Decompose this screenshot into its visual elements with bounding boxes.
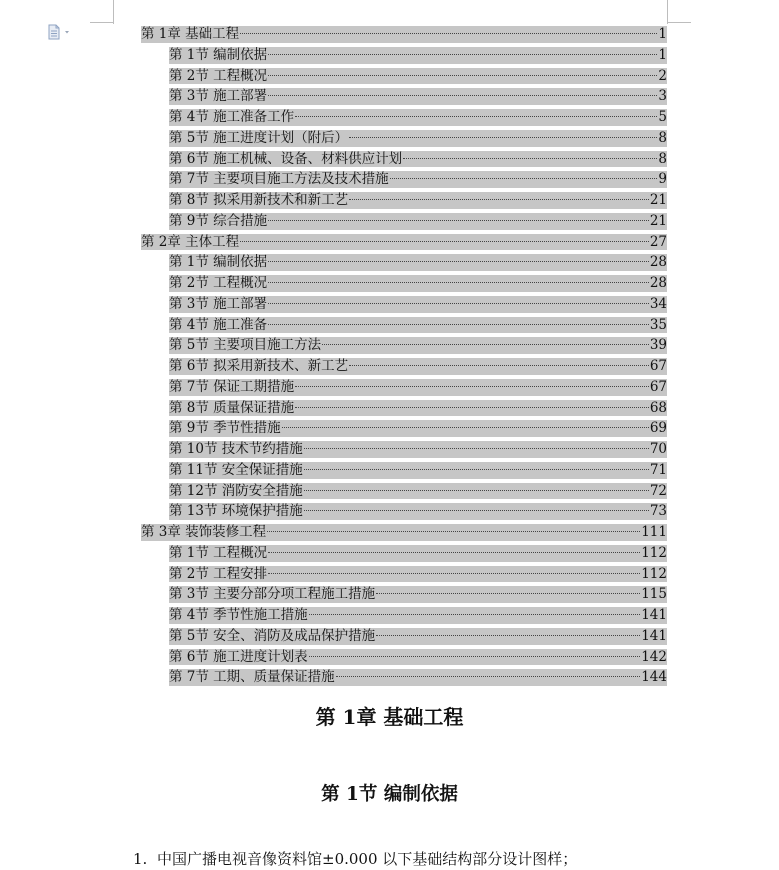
toc-section-entry[interactable] (141, 460, 667, 481)
toc-entry-title: 第 9节 季节性措施 (169, 420, 281, 437)
document-options-button[interactable] (47, 24, 73, 40)
toc-dot-leader (376, 593, 640, 594)
table-of-contents (141, 24, 667, 688)
toc-page-number: 28 (649, 275, 667, 291)
toc-dot-leader (309, 614, 641, 615)
toc-entry-title: 第 1章 基础工程 (141, 26, 240, 42)
toc-entry-content (169, 86, 667, 107)
toc-dot-leader (240, 241, 649, 242)
toc-entry-title: 第 4节 季节性施工措施 (169, 607, 308, 623)
toc-dot-leader (309, 656, 641, 657)
toc-entry-content (169, 149, 667, 170)
toc-page-number: 5 (658, 109, 667, 125)
toc-entry-title: 第 2节 工程概况 (169, 67, 268, 84)
toc-dot-leader (349, 199, 649, 200)
toc-entry-content (169, 377, 667, 398)
toc-chapter-entry[interactable] (141, 24, 667, 45)
toc-entry-content (169, 481, 667, 502)
toc-dot-leader (304, 490, 649, 491)
toc-entry-content (169, 647, 667, 668)
toc-section-entry[interactable] (141, 584, 667, 605)
toc-entry-content (169, 169, 667, 190)
toc-dot-leader (268, 95, 657, 96)
toc-page-number: 67 (649, 358, 667, 374)
toc-entry-content (169, 418, 667, 439)
toc-page-number: 1 (658, 26, 667, 42)
toc-section-entry[interactable] (141, 377, 667, 398)
toc-section-entry[interactable] (141, 647, 667, 668)
toc-entry-content (169, 398, 667, 419)
toc-section-entry[interactable] (141, 294, 667, 315)
toc-page-number: 70 (649, 441, 667, 457)
toc-entry-content (169, 211, 667, 232)
toc-chapter-entry[interactable] (141, 232, 667, 253)
toc-entry-content (169, 460, 667, 481)
toc-entry-title: 第 13节 环境保护措施 (169, 503, 303, 520)
toc-entry-content (169, 501, 667, 522)
toc-entry-content (169, 356, 667, 377)
page-corner-mark (90, 22, 114, 23)
toc-entry-content (169, 584, 667, 605)
toc-entry-title: 第 5节 主要项目施工方法 (169, 337, 322, 354)
toc-page-number: 141 (641, 607, 667, 623)
toc-page-number: 71 (649, 461, 667, 478)
toc-page-number: 69 (649, 420, 667, 437)
toc-dot-leader (268, 303, 649, 304)
toc-page-number: 8 (658, 129, 667, 146)
toc-dot-leader (304, 469, 649, 470)
toc-section-entry[interactable] (141, 398, 667, 419)
toc-dot-leader (295, 116, 657, 117)
toc-entry-title: 第 10节 技术节约措施 (169, 441, 303, 457)
toc-dot-leader (322, 344, 649, 345)
toc-section-entry[interactable] (141, 501, 667, 522)
toc-entry-content (169, 439, 667, 460)
toc-entry-title: 第 6节 施工进度计划表 (169, 648, 308, 665)
document-icon (47, 24, 73, 40)
toc-dot-leader (376, 635, 640, 636)
toc-entry-title: 第 7节 工期、质量保证措施 (169, 669, 335, 686)
toc-entry-content (169, 252, 667, 273)
toc-dot-leader (268, 220, 649, 221)
toc-page-number: 2 (658, 67, 667, 84)
chevron-down-icon (65, 31, 69, 34)
toc-page-number: 68 (649, 399, 667, 416)
toc-dot-leader (268, 552, 640, 553)
toc-dot-leader (403, 158, 657, 159)
toc-entry-title: 第 11节 安全保证措施 (169, 461, 303, 478)
toc-entry-content (169, 564, 667, 585)
toc-section-entry[interactable] (141, 86, 667, 107)
toc-dot-leader (267, 531, 640, 532)
toc-entry-title: 第 8节 质量保证措施 (169, 399, 295, 416)
toc-section-entry[interactable] (141, 128, 667, 149)
toc-entry-title: 第 7节 主要项目施工方法及技术措施 (169, 171, 389, 188)
toc-page-number: 112 (641, 565, 667, 582)
toc-entry-title: 第 4节 施工准备 (169, 316, 268, 333)
toc-page-number: 112 (641, 544, 667, 561)
toc-section-entry[interactable] (141, 190, 667, 211)
toc-page-number: 34 (649, 295, 667, 312)
toc-entry-title: 第 3节 主要分部分项工程施工措施 (169, 586, 376, 603)
toc-entry-title: 第 2节 工程概况 (169, 275, 268, 291)
toc-section-entry[interactable] (141, 107, 667, 128)
toc-section-entry[interactable] (141, 273, 667, 294)
toc-entry-title: 第 3节 施工部署 (169, 88, 268, 105)
toc-entry-title: 第 9节 综合措施 (169, 212, 268, 229)
toc-dot-leader (336, 676, 641, 677)
toc-entry-title: 第 7节 保证工期措施 (169, 378, 295, 395)
toc-section-entry[interactable] (141, 543, 667, 564)
toc-section-entry[interactable] (141, 439, 667, 460)
toc-section-entry[interactable] (141, 45, 667, 66)
toc-dot-leader (240, 33, 657, 34)
toc-dot-leader (268, 54, 657, 55)
toc-entry-content (169, 605, 667, 626)
page-corner-mark (667, 0, 668, 24)
toc-entry-title: 第 3节 施工部署 (169, 295, 268, 312)
toc-section-entry[interactable] (141, 149, 667, 170)
toc-page-number: 142 (641, 648, 667, 665)
toc-entry-content (169, 66, 667, 87)
toc-dot-leader (268, 573, 640, 574)
toc-dot-leader (295, 407, 649, 408)
toc-section-entry[interactable] (141, 169, 667, 190)
toc-entry-content (169, 273, 667, 294)
toc-entry-content (169, 315, 667, 336)
toc-entry-title: 第 2节 工程安排 (169, 565, 268, 582)
toc-page-number: 35 (649, 316, 667, 333)
toc-entry-title: 第 3章 装饰装修工程 (141, 524, 267, 540)
toc-section-entry[interactable] (141, 356, 667, 377)
toc-page-number: 27 (649, 233, 667, 250)
toc-entry-title: 第 2章 主体工程 (141, 233, 240, 250)
toc-dot-leader (304, 510, 649, 511)
toc-entry-content (169, 543, 667, 564)
toc-entry-content (169, 45, 667, 66)
toc-chapter-entry[interactable] (141, 522, 667, 543)
toc-page-number: 21 (649, 192, 667, 208)
toc-page-number: 73 (649, 503, 667, 520)
toc-dot-leader (349, 365, 649, 366)
toc-page-number: 8 (658, 150, 667, 167)
toc-entry-title: 第 6节 拟采用新技术、新工艺 (169, 358, 349, 374)
toc-page-number: 72 (649, 482, 667, 499)
toc-entry-content (169, 335, 667, 356)
toc-entry-content (141, 522, 667, 543)
toc-entry-title: 第 8节 拟采用新技术和新工艺 (169, 192, 349, 208)
list-item (133, 848, 577, 870)
toc-page-number: 115 (641, 586, 667, 603)
toc-entry-content (169, 128, 667, 149)
toc-page-number: 1 (658, 46, 667, 63)
toc-section-entry[interactable] (141, 667, 667, 688)
toc-dot-leader (304, 448, 649, 449)
toc-entry-title: 第 1节 编制依据 (169, 46, 268, 63)
toc-page-number: 144 (641, 669, 667, 686)
toc-page-number: 141 (641, 627, 667, 644)
toc-entry-title: 第 1节 编制依据 (169, 254, 268, 271)
section-heading: 第 1节 编制依据 (321, 784, 458, 805)
toc-section-entry[interactable] (141, 211, 667, 232)
page-corner-mark (113, 0, 114, 24)
toc-page-number: 28 (649, 254, 667, 271)
toc-dot-leader (295, 386, 649, 387)
toc-page-number: 3 (658, 88, 667, 105)
toc-section-entry[interactable] (141, 418, 667, 439)
page-corner-mark (667, 22, 691, 23)
toc-entry-content (141, 232, 667, 253)
toc-section-entry[interactable] (141, 605, 667, 626)
toc-entry-title: 第 5节 施工进度计划（附后） (169, 129, 349, 146)
toc-dot-leader (268, 261, 649, 262)
toc-entry-content (169, 294, 667, 315)
toc-section-entry[interactable] (141, 252, 667, 273)
toc-section-entry[interactable] (141, 481, 667, 502)
toc-entry-title: 第 12节 消防安全措施 (169, 482, 303, 499)
toc-page-number: 111 (641, 524, 667, 540)
toc-dot-leader (268, 324, 649, 325)
list-item-text: 中国广播电视音像资料馆±0.000 以下基础结构部分设计图样； (157, 850, 578, 868)
toc-entry-content (169, 107, 667, 128)
toc-entry-title: 第 6节 施工机械、设备、材料供应计划 (169, 150, 403, 167)
toc-section-entry[interactable] (141, 66, 667, 87)
toc-section-entry[interactable] (141, 626, 667, 647)
list-item-number: 1. (133, 850, 148, 868)
toc-section-entry[interactable] (141, 564, 667, 585)
toc-page-number: 39 (649, 337, 667, 354)
chapter-heading: 第 1章 基础工程 (315, 705, 464, 729)
toc-section-entry[interactable] (141, 335, 667, 356)
toc-entry-title: 第 4节 施工准备工作 (169, 109, 295, 125)
toc-dot-leader (390, 178, 658, 179)
toc-dot-leader (349, 137, 657, 138)
toc-page-number: 67 (649, 378, 667, 395)
toc-dot-leader (282, 427, 649, 428)
toc-entry-content (169, 626, 667, 647)
toc-entry-content (169, 667, 667, 688)
toc-entry-title: 第 5节 安全、消防及成品保护措施 (169, 627, 376, 644)
toc-entry-content (141, 24, 667, 45)
toc-page-number: 21 (649, 212, 667, 229)
toc-section-entry[interactable] (141, 315, 667, 336)
toc-entry-title: 第 1节 工程概况 (169, 544, 268, 561)
toc-entry-content (169, 190, 667, 211)
toc-page-number: 9 (658, 171, 667, 188)
toc-dot-leader (268, 282, 649, 283)
toc-dot-leader (268, 75, 657, 76)
